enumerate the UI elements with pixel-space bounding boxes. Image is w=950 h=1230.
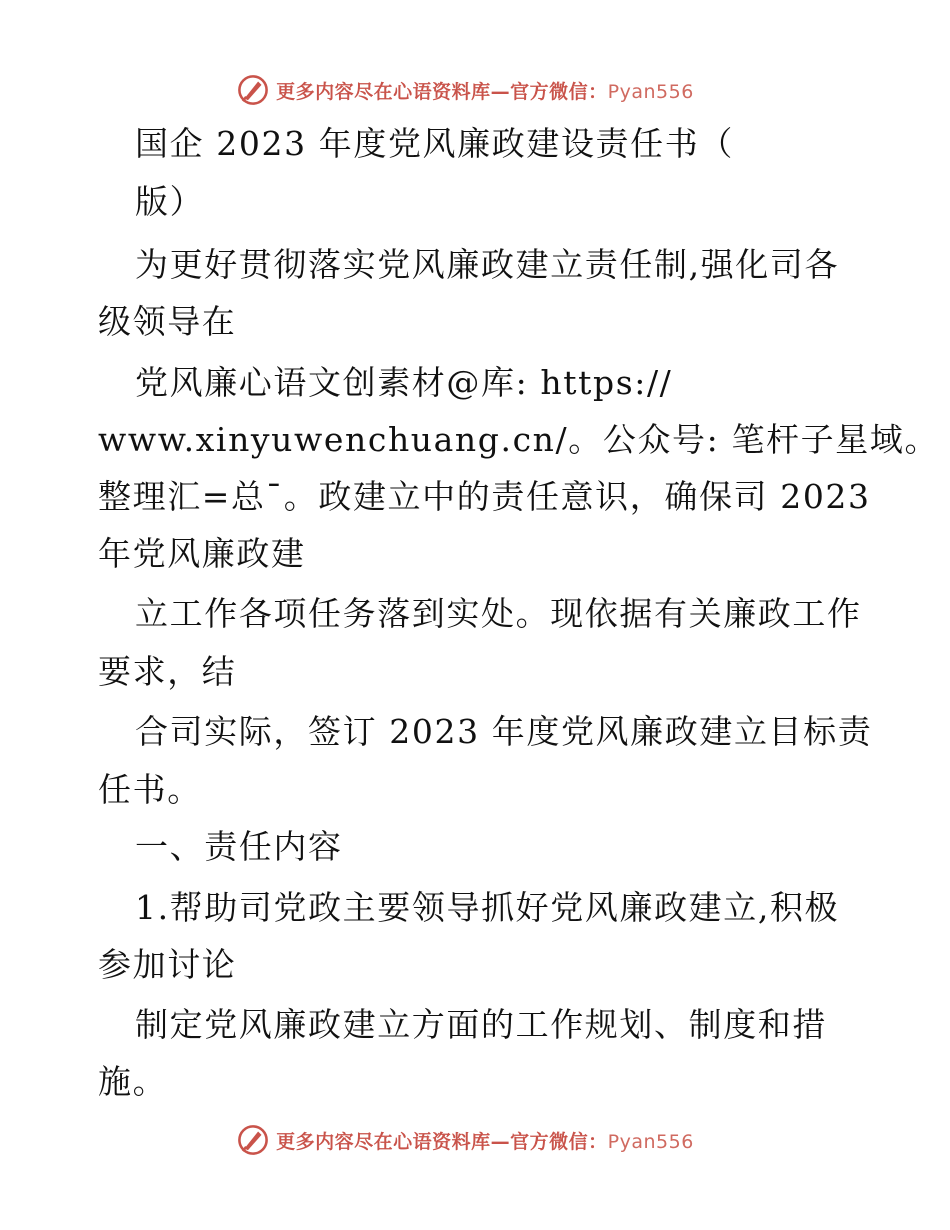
watermark-account: Pyan556 bbox=[607, 80, 694, 103]
paragraph-line: 党风廉心语文创素材@库: https:// bbox=[135, 363, 673, 402]
section-heading: 一、责任内容 bbox=[135, 827, 343, 866]
paragraph-line: 要求，结 bbox=[98, 652, 237, 691]
doc-title-line-2: 版） bbox=[135, 182, 205, 221]
quill-logo-icon bbox=[236, 1123, 270, 1157]
footer-watermark bbox=[0, 1122, 950, 1158]
paragraph-line: 年党风廉政建 bbox=[98, 534, 306, 573]
header-watermark bbox=[0, 72, 950, 108]
quill-logo-icon bbox=[236, 73, 270, 107]
doc-title-line-1: 国企 2023 年度党风廉政建设责任书（ bbox=[135, 124, 734, 163]
paragraph-line: 合司实际，签订 2023 年度党风廉政建立目标责 bbox=[135, 712, 873, 751]
paragraph-line: 为更好贯彻落实党风廉政建立责任制,强化司各 bbox=[135, 245, 840, 284]
list-item-line: 制定党风廉政建立方面的工作规划、制度和措 bbox=[135, 1005, 827, 1044]
list-item-line: 1.帮助司党政主要领导抓好党风廉政建立,积极 bbox=[135, 888, 840, 927]
paragraph-line: www.xinyuwenchuang.cn/。公众号: 笔杆子星域。 bbox=[98, 420, 940, 459]
watermark-text: 更多内容尽在心语资料库—官方微信： bbox=[276, 80, 608, 103]
paragraph-line: 立工作各项任务落到实处。现依据有关廉政工作 bbox=[135, 594, 862, 633]
list-item-line: 施。 bbox=[98, 1062, 168, 1101]
paragraph-line: 整理汇=总¯。政建立中的责任意识，确保司 2023 bbox=[98, 477, 871, 516]
watermark-account: Pyan556 bbox=[607, 1130, 694, 1153]
list-item-line: 参加讨论 bbox=[98, 945, 237, 984]
paragraph-line: 级领导在 bbox=[98, 302, 237, 341]
paragraph-line: 任书。 bbox=[98, 770, 202, 809]
watermark-text: 更多内容尽在心语资料库—官方微信： bbox=[276, 1130, 608, 1153]
